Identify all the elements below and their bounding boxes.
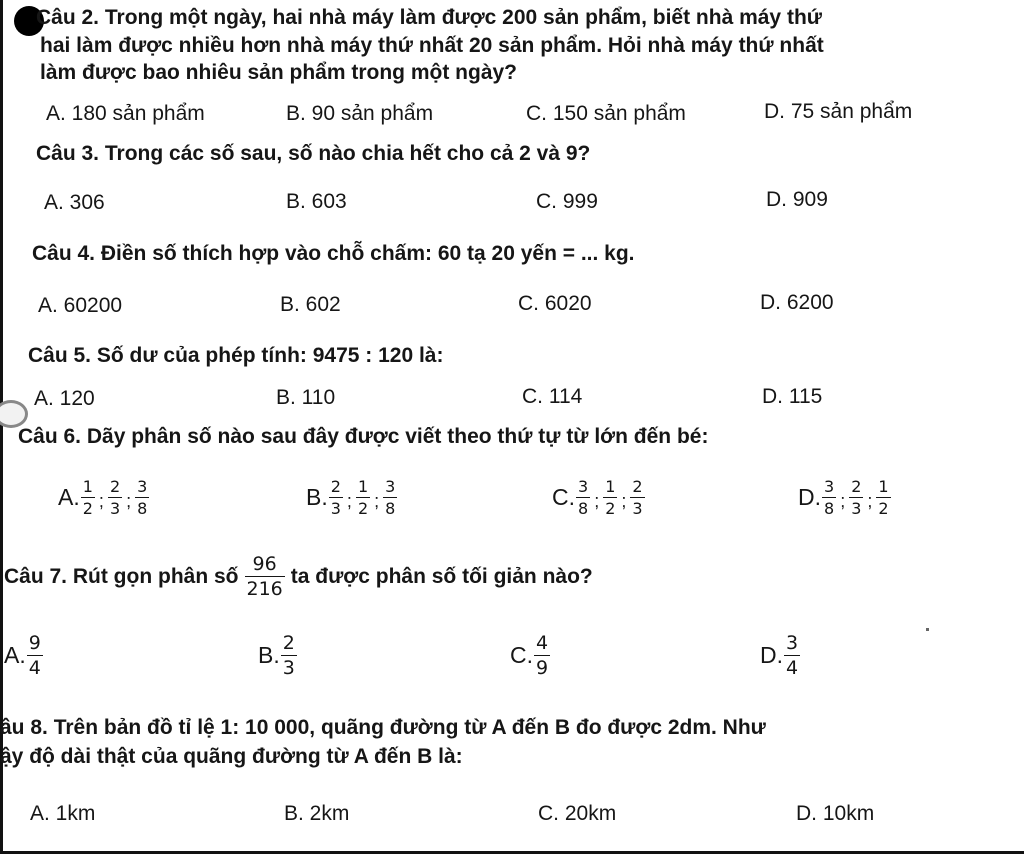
q5-question: Câu 5. Số dư của phép tính: 9475 : 120 là:: [28, 344, 444, 367]
fraction: $\frac{2}{3}$: [851, 477, 862, 518]
q3-option-b[interactable]: B. 603: [286, 190, 347, 213]
fraction: $\frac{3}{8}$: [578, 477, 589, 518]
fraction: $\frac{4}{9}$: [536, 632, 549, 679]
q2-option-b[interactable]: B. 90 sản phẩm: [286, 102, 434, 125]
fraction: $\frac{3}{8}$: [137, 477, 148, 518]
q8-line-1: âu 8. Trên bản đồ tỉ lệ 1: 10 000, quãng đường từ A đến B đo được 2dm. Như: [0, 716, 766, 739]
q4-option-d[interactable]: D. 6200: [760, 291, 834, 314]
q7-option-d-label: D.: [760, 642, 783, 668]
separator: ;: [594, 491, 600, 511]
separator: ;: [867, 491, 873, 511]
q7-option-c-label: C.: [510, 642, 533, 668]
q7-option-a-label: A.: [4, 642, 26, 668]
q5-option-c[interactable]: C. 114: [522, 385, 583, 408]
q6-option-d-label: D.: [798, 484, 821, 510]
q6-option-c-label: C.: [552, 484, 575, 510]
q7-text-after: ta được phân số tối giản nào?: [290, 564, 593, 588]
q2-option-d[interactable]: D. 75 sản phẩm: [764, 100, 913, 123]
q5-option-b[interactable]: B. 110: [276, 386, 336, 409]
fraction: $\frac{1}{2}$: [605, 477, 616, 518]
q7-option-d[interactable]: [760, 632, 801, 679]
q8-line-2: ậy độ dài thật của quãng đường từ A đến B là:: [0, 745, 463, 768]
q8-option-b[interactable]: B. 2km: [284, 802, 350, 825]
q6-option-c[interactable]: [552, 477, 646, 518]
fraction: $\frac{2}{3}$: [109, 477, 121, 518]
q6-option-a-label: A.: [58, 484, 80, 510]
separator: ;: [346, 491, 352, 511]
fraction: $\frac{1}{2}$: [878, 477, 889, 518]
q7-question: [4, 553, 593, 600]
fraction: $\frac{9}{4}$: [28, 632, 41, 679]
q4-question: Câu 4. Điền số thích hợp vào chỗ chấm: 60 tạ 20 yến = ... kg.: [32, 242, 635, 265]
fraction: $\frac{1}{2}$: [357, 477, 369, 518]
q2-line-2: hai làm được nhiều hơn nhà máy thứ nhất 20 sản phẩm. Hỏi nhà máy thứ nhất: [40, 34, 824, 57]
q7-option-b[interactable]: [258, 632, 298, 679]
fraction: $\frac{3}{8}$: [824, 477, 835, 518]
q6-option-a[interactable]: [58, 477, 150, 518]
speck-mark: [926, 628, 929, 631]
separator: ;: [621, 491, 627, 511]
q6-option-b-label: B.: [306, 484, 328, 510]
q7-fraction: $\frac{96}{216}$: [246, 553, 283, 600]
q4-option-c[interactable]: C. 6020: [518, 292, 592, 315]
q7-option-b-label: B.: [258, 642, 280, 668]
q3-question: Câu 3. Trong các số sau, số nào chia hết cho cả 2 và 9?: [36, 142, 591, 165]
separator: ;: [374, 491, 380, 511]
separator: ;: [126, 491, 132, 511]
q2-option-c[interactable]: C. 150 sản phẩm: [526, 102, 686, 125]
q5-option-a[interactable]: A. 120: [34, 387, 95, 410]
fraction: $\frac{2}{3}$: [330, 477, 341, 518]
separator: ;: [840, 491, 846, 511]
fraction: $\frac{1}{2}$: [82, 477, 93, 518]
q6-option-d[interactable]: [798, 477, 892, 518]
fraction: $\frac{3}{8}$: [385, 477, 396, 518]
q7-option-c[interactable]: [510, 632, 551, 679]
q3-option-d[interactable]: D. 909: [766, 188, 828, 211]
q3-option-a[interactable]: A. 306: [44, 191, 105, 214]
q4-option-a[interactable]: A. 60200: [38, 294, 123, 317]
q7-text-before: Câu 7. Rút gọn phân số: [4, 564, 239, 588]
fraction: $\frac{2}{3}$: [282, 632, 295, 679]
q8-option-c[interactable]: C. 20km: [538, 802, 617, 825]
fraction: $\frac{2}{3}$: [632, 477, 643, 518]
separator: ;: [98, 491, 104, 511]
q3-option-c[interactable]: C. 999: [536, 190, 598, 213]
q2-option-a[interactable]: A. 180 sản phẩm: [46, 102, 205, 125]
q8-option-d[interactable]: D. 10km: [796, 802, 875, 825]
q6-option-b[interactable]: [306, 477, 398, 518]
q2-line-3: làm được bao nhiêu sản phẩm trong một ngày?: [40, 61, 518, 84]
q6-question: Câu 6. Dãy phân số nào sau đây được viết theo thứ tự từ lớn đến bé:: [18, 425, 709, 448]
fraction: $\frac{3}{4}$: [786, 632, 799, 679]
q4-option-b[interactable]: B. 602: [280, 293, 341, 316]
q8-option-a[interactable]: A. 1km: [30, 802, 96, 825]
q2-line-1: Câu 2. Trong một ngày, hai nhà máy làm được 200 sản phẩm, biết nhà máy thứ: [36, 6, 822, 29]
q5-option-d[interactable]: D. 115: [762, 385, 823, 408]
q7-option-a[interactable]: [4, 632, 44, 679]
